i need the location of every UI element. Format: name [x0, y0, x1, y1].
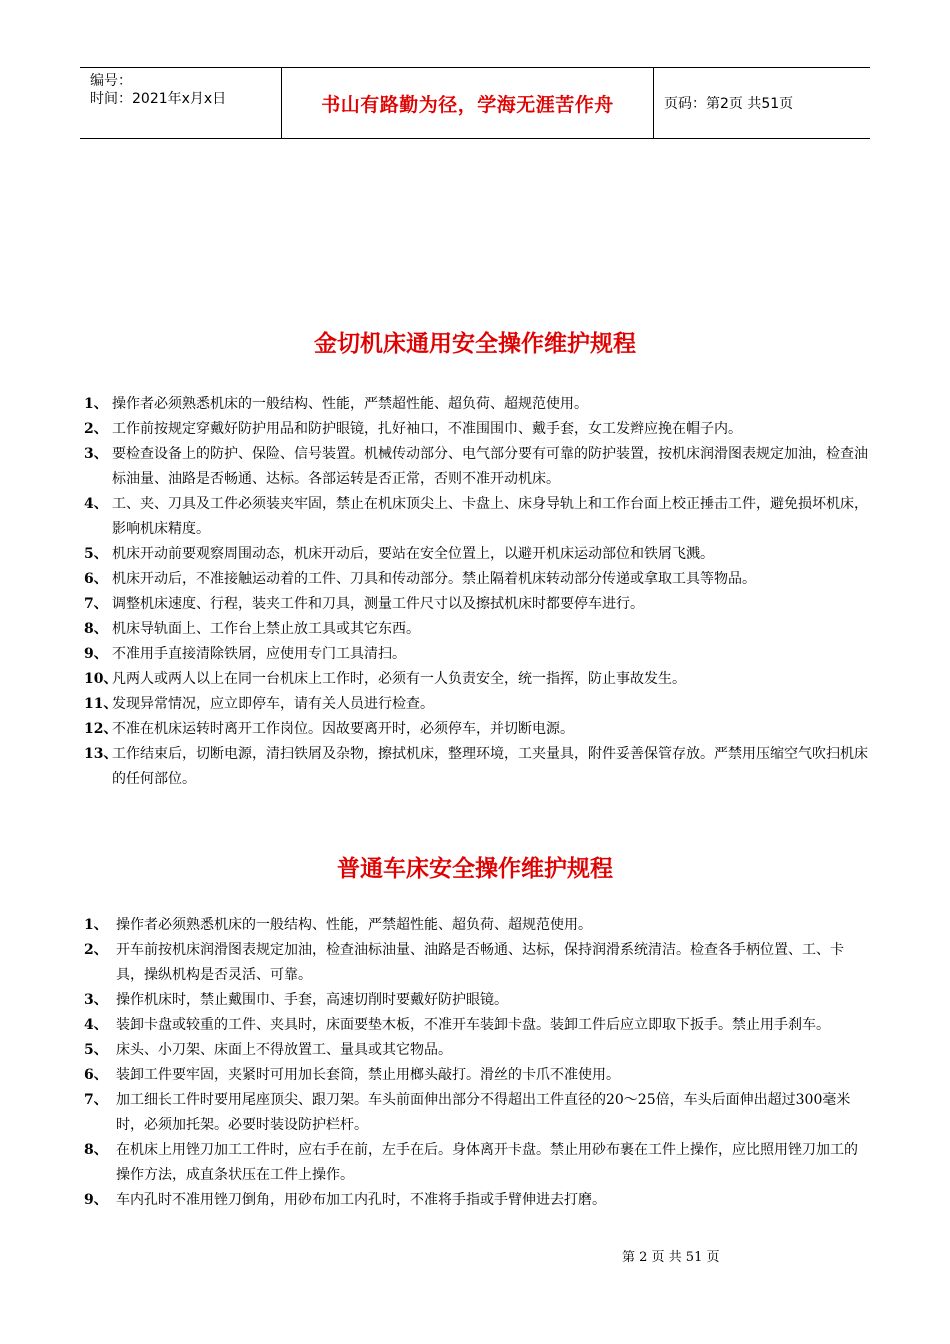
list-item [84, 442, 868, 492]
list-item-text: 机床开动前要观察周围动态，机床开动后，要站在安全位置上，以避开机床运动部位和铁屑飞溅。 [112, 546, 714, 562]
list-item-number: 1、 [84, 396, 108, 412]
header-motto-cell [282, 68, 654, 138]
list-item-number: 11、 [84, 696, 118, 712]
list-item-text: 凡两人或两人以上在同一台机床上工作时，必须有一人负责安全，统一指挥，防止事故发生。 [112, 671, 686, 687]
header-page-info: 页码：第2页 共51页 [664, 96, 794, 112]
list-item-number: 7、 [84, 596, 108, 612]
list-item-number: 4、 [84, 496, 108, 512]
list-item-number: 9、 [84, 646, 108, 662]
list-item [84, 742, 868, 792]
list-item [84, 1063, 868, 1088]
list-item-text: 不准用手直接清除铁屑，应使用专门工具清扫。 [112, 646, 406, 662]
list-item-text: 加工细长工件时要用尾座顶尖、跟刀架。车头前面伸出部分不得超出工件直径的20～25倍，车头后面伸出超过300毫米时，必须加托架。必要时装设防护栏杆。 [116, 1092, 851, 1133]
list-item-text: 车内孔时不准用锉刀倒角，用砂布加工内孔时，不准将手指或手臂伸进去打磨。 [116, 1192, 606, 1208]
list-item [84, 567, 868, 592]
page-footer: 第 2 页 共 51 页 [622, 1250, 720, 1265]
list-item-text: 机床导轨面上、工作台上禁止放工具或其它东西。 [112, 621, 420, 637]
list-item-number: 13、 [84, 746, 118, 762]
list-item-text: 操作者必须熟悉机床的一般结构、性能，严禁超性能、超负荷、超规范使用。 [116, 917, 592, 933]
list-item-number: 8、 [84, 1142, 108, 1158]
list-item-number: 10、 [84, 671, 118, 687]
page-header [80, 67, 870, 139]
list-item-number: 2、 [84, 421, 108, 437]
list-item-text: 不准在机床运转时离开工作岗位。因故要离开时，必须停车，并切断电源。 [112, 721, 574, 737]
list-item-text: 调整机床速度、行程，装夹工件和刀具，测量工件尺寸以及擦拭机床时都要停车进行。 [112, 596, 644, 612]
list-item [84, 988, 868, 1013]
header-meta [80, 68, 282, 138]
list-item-number: 8、 [84, 621, 108, 637]
list-item [84, 392, 868, 417]
list-item-number: 1、 [84, 917, 108, 933]
list-item [84, 692, 868, 717]
list-item-number: 6、 [84, 1067, 108, 1083]
list-item-text: 发现异常情况，应立即停车，请有关人员进行检查。 [112, 696, 434, 712]
list-item-text: 工作结束后，切断电源，清扫铁屑及杂物，擦拭机床，整理环境，工夹量具，附件妥善保管存放。严禁用压缩空气吹扫机床的任何部位。 [112, 746, 868, 787]
list-item-number: 4、 [84, 1017, 108, 1033]
list-item-text: 在机床上用锉刀加工工件时，应右手在前，左手在后。身体离开卡盘。禁止用砂布裹在工件上操作，应比照用锉刀加工的操作方法，成直条状压在工件上操作。 [116, 1142, 858, 1183]
list-item [84, 1138, 868, 1188]
list-item [84, 938, 868, 988]
list-item-text: 操作者必须熟悉机床的一般结构、性能，严禁超性能、超负荷、超规范使用。 [112, 396, 588, 412]
header-motto: 书山有路勤为径，学海无涯苦作舟 [321, 93, 614, 116]
lathe-rules-list [84, 913, 868, 1213]
document-number-label: 编号： [90, 73, 132, 89]
list-item-number: 2、 [84, 942, 108, 958]
list-item-text: 机床开动后，不准接触运动着的工件、刀具和传动部分。禁止隔着机床转动部分传递或拿取工具等物品。 [112, 571, 756, 587]
list-item-text: 装卸工件要牢固，夹紧时可用加长套筒，禁止用榔头敲打。滑丝的卡爪不准使用。 [116, 1067, 620, 1083]
list-item [84, 1088, 868, 1138]
list-item [84, 1188, 868, 1213]
list-item-text: 工、夹、刀具及工件必须装夹牢固，禁止在机床顶尖上、卡盘上、床身导轨上和工作台面上校正捶击工件，避免损坏机床，影响机床精度。 [112, 496, 868, 537]
list-item [84, 1038, 868, 1063]
list-item [84, 717, 868, 742]
list-item-text: 开车前按机床润滑图表规定加油，检查油标油量、油路是否畅通、达标，保持润滑系统清洁。检查各手柄位置、工、卡具，操纵机构是否灵活、可靠。 [116, 942, 844, 983]
list-item [84, 592, 868, 617]
list-item-number: 12、 [84, 721, 118, 737]
list-item-number: 5、 [84, 546, 108, 562]
list-item-text: 工作前按规定穿戴好防护用品和防护眼镜，扎好袖口，不准围围巾、戴手套，女工发辫应挽在帽子内。 [112, 421, 742, 437]
list-item [84, 417, 868, 442]
general-rules-list [84, 392, 868, 792]
list-item-number: 3、 [84, 446, 108, 462]
list-item-text: 装卸卡盘或较重的工件、夹具时，床面要垫木板，不准开车装卸卡盘。装卸工件后应立即取下扳手。禁止用手刹车。 [116, 1017, 830, 1033]
section-title-general-machine-tools: 金切机床通用安全操作维护规程 [314, 331, 636, 357]
list-item [84, 1013, 868, 1038]
list-item [84, 913, 868, 938]
list-item-number: 5、 [84, 1042, 108, 1058]
section-title-lathe: 普通车床安全操作维护规程 [337, 856, 613, 882]
list-item-number: 6、 [84, 571, 108, 587]
list-item-text: 操作机床时，禁止戴围巾、手套，高速切削时要戴好防护眼镜。 [116, 992, 508, 1008]
document-time-label: 时间：2021年x月x日 [90, 91, 227, 107]
list-item-text: 要检查设备上的防护、保险、信号装置。机械传动部分、电气部分要有可靠的防护装置，按机床润滑图表规定加油，检查油标油量、油路是否畅通、达标。各部运转是否正常，否则不准开动机床。 [112, 446, 868, 487]
list-item [84, 667, 868, 692]
list-item [84, 492, 868, 542]
list-item-number: 9、 [84, 1192, 108, 1208]
list-item [84, 617, 868, 642]
list-item-number: 7、 [84, 1092, 108, 1108]
list-item [84, 642, 868, 667]
list-item [84, 542, 868, 567]
list-item-text: 床头、小刀架、床面上不得放置工、量具或其它物品。 [116, 1042, 452, 1058]
list-item-number: 3、 [84, 992, 108, 1008]
